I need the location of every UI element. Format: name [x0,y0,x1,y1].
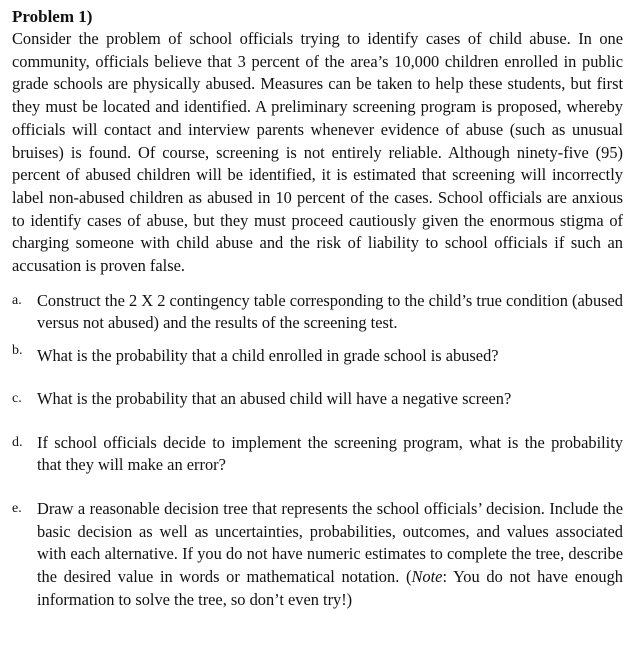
question-label: a. [12,292,22,308]
question-d [12,432,623,477]
question-label: c. [12,390,22,406]
note-label: Note [411,567,443,587]
question-label: d. [12,434,23,450]
note-text: : You do not have enough information to solve the tree, so don’t even try!) [37,567,623,609]
question-label: b. [12,343,23,359]
question-b [12,345,623,368]
question-label: e. [12,500,22,516]
question-a [12,290,623,335]
problem-intro: Consider the problem of school officials trying to identify cases of child abuse. In one community, officials believe that 3 percent of the area’s 10,000 children enrolled in public grade schools are physically abused. Measures can be taken to help these students, but first they must be located and identified. A preliminary screening program is proposed, whereby officials will contact and interview parents whenever evidence of abuse (such as unusual bruises) is found. Of course, screening is not entirely reliable. Although ninety-five (95) percent of abused children will be identified, it is estimated that screening will incorrectly label non-abused children as abused in 10 percent of the cases. School officials are anxious to identify cases of abuse, but they must proceed cautiously given the enormous stigma of charging someone with child abuse and the risk of liability to school officials if such an accusation is proven false. [12,29,623,276]
problem-title: Problem 1) [12,7,93,26]
question-e [12,498,623,612]
question-c [12,388,623,411]
question-text-block [37,498,623,612]
note-open: ( [406,567,412,587]
question-text: What is the probability that a child enrolled in grade school is abused? [37,346,499,366]
question-text: Construct the 2 X 2 contingency table corresponding to the child’s true condition (abused versus not abused) and the results of the screening test. [37,290,623,333]
question-text: Draw a reasonable decision tree that represents the school officials’ decision. Include the basic decision as well as uncertainties, probabilities, outcomes, and values associated with each alternative. If you do not have numeric estimates to complete the tree, describe the desired value in words or mathematical notation. [37,498,623,587]
question-text: If school officials decide to implement the screening program, what is the probability that they will make an error? [37,432,623,475]
question-text: What is the probability that an abused child will have a negative screen? [37,388,512,408]
